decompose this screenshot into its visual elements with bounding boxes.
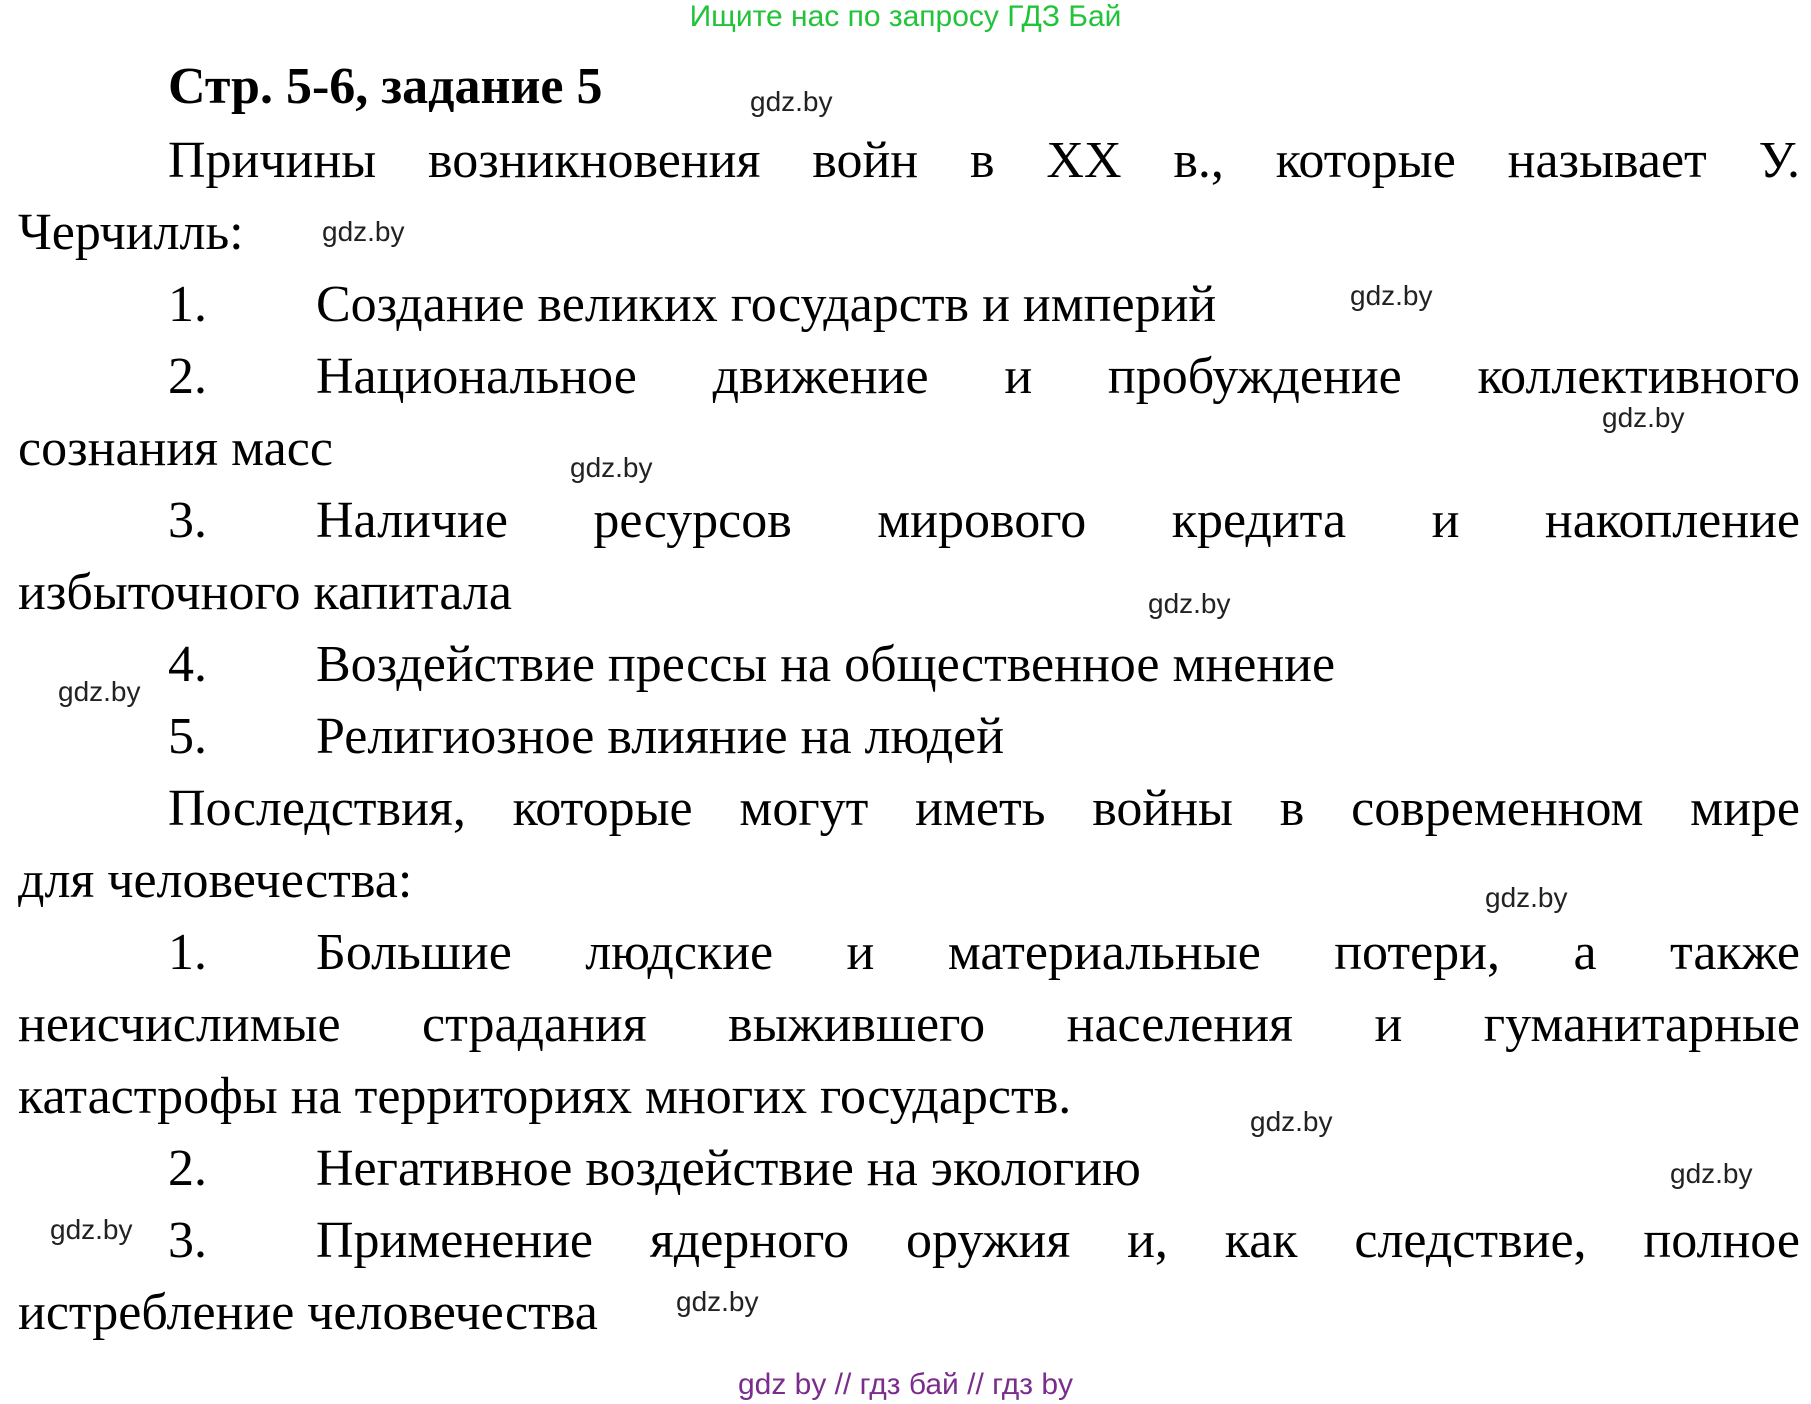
page-title: Стр. 5-6, задание 5: [168, 58, 603, 115]
watermark: gdz.by: [570, 452, 653, 483]
consequence-item-1: [168, 918, 1800, 988]
cause-item-5-number: 5.: [168, 708, 207, 765]
consequence-item-3-text: Применение ядерного оружия и, как следствие, полное: [316, 1212, 1800, 1269]
watermark: gdz.by: [50, 1214, 133, 1245]
consequence-item-1-number: 1.: [168, 924, 207, 981]
consequence-item-2-number: 2.: [168, 1140, 207, 1197]
cause-item-3-text: Наличие ресурсов мирового кредита и накопление: [316, 492, 1800, 549]
watermark: gdz.by: [1670, 1158, 1753, 1189]
cause-item-1-text: Создание великих государств и империй: [316, 276, 1217, 333]
cause-item-1: [168, 270, 1800, 340]
cause-item-4-text: Воздействие прессы на общественное мнение: [316, 636, 1336, 693]
watermark: gdz.by: [750, 86, 833, 117]
cause-item-2-continued: сознания масс: [18, 420, 333, 477]
consequence-item-2: [168, 1134, 1800, 1204]
cause-item-3: [168, 486, 1800, 556]
footer: gdz by // гдз бай // гдз by: [737, 1368, 1074, 1401]
watermark: gdz.by: [322, 216, 405, 247]
consequence-item-1-continued-2: катастрофы на территориях многих государств.: [18, 1068, 1072, 1125]
consequence-item-2-text: Негативное воздействие на экологию: [316, 1140, 1141, 1197]
cause-item-2: [168, 342, 1800, 412]
consequence-item-3-continued: истребление человечества: [18, 1284, 598, 1341]
watermark: gdz.by: [58, 676, 141, 707]
cause-item-2-number: 2.: [168, 348, 207, 405]
cause-item-2-text: Национальное движение и пробуждение коллективного: [316, 348, 1800, 405]
watermark: gdz.by: [1250, 1106, 1333, 1137]
watermark: gdz.by: [1602, 402, 1685, 433]
cause-item-5-text: Религиозное влияние на людей: [316, 708, 1005, 765]
consequences-intro-line-2: для человечества:: [18, 852, 413, 909]
top-banner: Ищите нас по запросу ГДЗ Бай: [689, 0, 1122, 33]
consequence-item-3: [168, 1206, 1800, 1276]
cause-item-3-number: 3.: [168, 492, 207, 549]
cause-item-4-number: 4.: [168, 636, 207, 693]
cause-item-3-continued: избыточного капитала: [18, 564, 512, 621]
cause-item-5: [168, 702, 1800, 772]
watermark: gdz.by: [1350, 280, 1433, 311]
cause-item-4: [168, 630, 1800, 700]
causes-intro-line-2: Черчилль:: [18, 204, 244, 261]
causes-intro-line-1: Причины возникновения войн в XX в., которые называет У.: [168, 132, 1800, 189]
consequences-intro-line-1: Последствия, которые могут иметь войны в современном мире: [168, 780, 1800, 837]
watermark: gdz.by: [1485, 882, 1568, 913]
consequence-item-1-text: Большие людские и материальные потери, а также: [316, 924, 1800, 981]
consequence-item-1-continued-1: неисчислимые страдания выжившего населения и гуманитарные: [18, 996, 1800, 1053]
watermark: gdz.by: [676, 1286, 759, 1317]
watermark: gdz.by: [1148, 588, 1231, 619]
cause-item-1-number: 1.: [168, 276, 207, 333]
consequence-item-3-number: 3.: [168, 1212, 207, 1269]
